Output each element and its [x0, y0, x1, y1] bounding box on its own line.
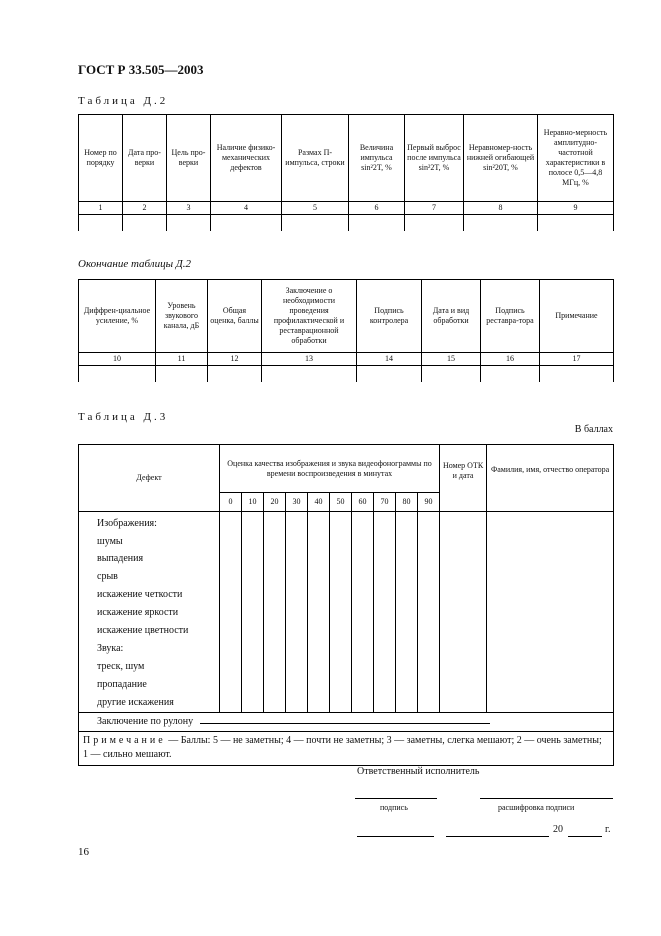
rating-cell: [308, 587, 330, 605]
defect-row: [79, 533, 614, 551]
minute-cell: 60: [352, 493, 374, 512]
defect-row: [79, 676, 614, 694]
defect-row: [79, 512, 614, 533]
defect-label: Изображения:: [79, 512, 220, 533]
rating-header: Оценка качества изображения и звука видеофонограммы по времени воспроизведения в минутах: [220, 445, 440, 493]
rating-cell: [330, 551, 352, 569]
minute-cell: 90: [418, 493, 440, 512]
rating-cell: [330, 587, 352, 605]
year-suffix: г.: [605, 824, 611, 835]
minute-cell: 0: [220, 493, 242, 512]
rating-cell: [242, 658, 264, 676]
rating-cell: [330, 569, 352, 587]
rating-cell: [330, 512, 352, 533]
rating-cell: [487, 512, 614, 533]
defect-header: Дефект: [79, 445, 220, 512]
rating-cell: [220, 512, 242, 533]
minute-cell: 20: [264, 493, 286, 512]
column-number: 9: [538, 202, 614, 215]
empty-cell: [357, 366, 422, 383]
rating-cell: [220, 640, 242, 658]
rating-cell: [286, 512, 308, 533]
rating-cell: [487, 569, 614, 587]
empty-cell: [211, 215, 282, 232]
rating-cell: [264, 533, 286, 551]
rating-cell: [418, 551, 440, 569]
rating-cell: [286, 640, 308, 658]
rating-cell: [286, 694, 308, 712]
rating-cell: [286, 658, 308, 676]
rating-cell: [330, 604, 352, 622]
rating-cell: [418, 604, 440, 622]
rating-cell: [308, 512, 330, 533]
rating-cell: [242, 694, 264, 712]
rating-cell: [487, 640, 614, 658]
rating-cell: [440, 694, 487, 712]
rating-cell: [286, 551, 308, 569]
rating-cell: [242, 533, 264, 551]
rating-cell: [440, 587, 487, 605]
rating-cell: [264, 587, 286, 605]
table-d3: [78, 444, 614, 766]
rating-cell: [264, 604, 286, 622]
rating-cell: [396, 587, 418, 605]
empty-cell: [156, 366, 208, 383]
rating-cell: [487, 694, 614, 712]
rating-cell: [352, 658, 374, 676]
empty-cell: [79, 366, 156, 383]
rating-cell: [220, 622, 242, 640]
empty-cell: [405, 215, 464, 232]
column-number: 1: [79, 202, 123, 215]
rating-cell: [374, 676, 396, 694]
rating-cell: [440, 622, 487, 640]
rating-cell: [264, 640, 286, 658]
rating-cell: [286, 622, 308, 640]
responsible-title: Ответственный исполнитель: [357, 766, 480, 777]
rating-cell: [242, 512, 264, 533]
header-cell: Подпись контролера: [357, 280, 422, 353]
defect-rows: [79, 512, 614, 713]
rating-cell: [220, 676, 242, 694]
rating-cell: [330, 640, 352, 658]
empty-cell: [208, 366, 262, 383]
rating-cell: [286, 604, 308, 622]
rating-cell: [242, 587, 264, 605]
signature-line: [355, 798, 437, 799]
decode-line: [480, 798, 613, 799]
conclusion-label: Заключение по рулону: [97, 715, 194, 727]
rating-cell: [242, 622, 264, 640]
rating-cell: [396, 676, 418, 694]
table-d2: [78, 114, 614, 231]
table-d3-caption: Таблица Д.3: [78, 411, 169, 423]
rating-cell: [440, 676, 487, 694]
rating-cell: [418, 694, 440, 712]
rating-cell: [308, 622, 330, 640]
rating-cell: [418, 622, 440, 640]
header-cell: Неравномер-ность нижней огибающей sin²20T, %: [464, 115, 538, 202]
column-number: 14: [357, 353, 422, 366]
rating-cell: [242, 551, 264, 569]
rating-cell: [308, 551, 330, 569]
rating-cell: [264, 694, 286, 712]
empty-cell: [540, 366, 614, 383]
rating-cell: [396, 512, 418, 533]
rating-cell: [264, 622, 286, 640]
empty-cell: [538, 215, 614, 232]
conclusion-row: [79, 712, 614, 731]
column-number: 17: [540, 353, 614, 366]
rating-cell: [352, 512, 374, 533]
empty-cell: [123, 215, 167, 232]
rating-cell: [374, 587, 396, 605]
rating-cell: [352, 587, 374, 605]
rating-cell: [242, 676, 264, 694]
rating-cell: [440, 658, 487, 676]
rating-cell: [440, 533, 487, 551]
rating-cell: [264, 551, 286, 569]
header-cell: Величина импульса sin²2T, %: [349, 115, 405, 202]
rating-cell: [374, 512, 396, 533]
rating-cell: [220, 587, 242, 605]
rating-cell: [418, 533, 440, 551]
rating-cell: [418, 569, 440, 587]
defect-row: [79, 658, 614, 676]
rating-cell: [487, 533, 614, 551]
rating-cell: [487, 587, 614, 605]
table-d2-end-caption: Окончание таблицы Д.2: [78, 258, 192, 270]
empty-cell: [422, 366, 481, 383]
column-number: 2: [123, 202, 167, 215]
rating-cell: [396, 622, 418, 640]
header-cell: Дата и вид обработки: [422, 280, 481, 353]
empty-cell: [167, 215, 211, 232]
header-cell: Примечание: [540, 280, 614, 353]
rating-cell: [352, 640, 374, 658]
defect-row: [79, 569, 614, 587]
defect-label: шумы: [79, 533, 220, 551]
column-number: 16: [481, 353, 540, 366]
defect-row: [79, 587, 614, 605]
table-d2-caption: Таблица Д.2: [78, 95, 169, 107]
units-label: В баллах: [574, 424, 613, 435]
rating-cell: [308, 676, 330, 694]
rating-cell: [440, 551, 487, 569]
defect-label: треск, шум: [79, 658, 220, 676]
rating-cell: [487, 622, 614, 640]
rating-cell: [264, 512, 286, 533]
column-number: 15: [422, 353, 481, 366]
rating-cell: [330, 622, 352, 640]
rating-cell: [374, 604, 396, 622]
defect-row: [79, 640, 614, 658]
defect-label: искажение яркости: [79, 604, 220, 622]
rating-cell: [352, 533, 374, 551]
header-cell: Подпись реставра-тора: [481, 280, 540, 353]
rating-cell: [487, 604, 614, 622]
rating-cell: [220, 658, 242, 676]
note-text: — Баллы: 5 — не заметны; 4 — почти не заметны; 3 — заметны, слегка мешают; 2 — очень заметны; 1 — сильно мешают.: [83, 734, 602, 760]
column-number: 7: [405, 202, 464, 215]
rating-cell: [374, 694, 396, 712]
header-cell: Заключение о необходимости проведения профилактической и реставрационной обработки: [262, 280, 357, 353]
signature-label: подпись: [380, 803, 408, 812]
rating-cell: [418, 658, 440, 676]
rating-cell: [352, 551, 374, 569]
rating-cell: [220, 551, 242, 569]
defect-row: [79, 622, 614, 640]
rating-cell: [286, 533, 308, 551]
rating-cell: [396, 640, 418, 658]
rating-cell: [352, 622, 374, 640]
note-label: Примечание: [83, 734, 166, 746]
empty-cell: [349, 215, 405, 232]
minute-cell: 10: [242, 493, 264, 512]
empty-cell: [79, 215, 123, 232]
rating-cell: [396, 569, 418, 587]
minute-cell: 30: [286, 493, 308, 512]
column-number: 12: [208, 353, 262, 366]
rating-cell: [352, 604, 374, 622]
header-cell: Первый выброс после импульса sin²2T, %: [405, 115, 464, 202]
header-cell: Цель про-верки: [167, 115, 211, 202]
header-cell: Уровень звукового канала, дБ: [156, 280, 208, 353]
rating-cell: [418, 512, 440, 533]
rating-cell: [264, 676, 286, 694]
column-number: 10: [79, 353, 156, 366]
document-header: ГОСТ Р 33.505—2003: [78, 62, 204, 77]
rating-cell: [418, 676, 440, 694]
defect-row: [79, 694, 614, 712]
otk-header: Номер ОТК и дата: [440, 445, 487, 512]
rating-cell: [220, 604, 242, 622]
minute-cell: 40: [308, 493, 330, 512]
rating-cell: [220, 694, 242, 712]
rating-cell: [352, 694, 374, 712]
rating-cell: [374, 551, 396, 569]
rating-cell: [374, 658, 396, 676]
rating-cell: [330, 533, 352, 551]
rating-cell: [308, 533, 330, 551]
defect-label: искажение цветности: [79, 622, 220, 640]
rating-cell: [374, 569, 396, 587]
header-cell: Общая оценка, баллы: [208, 280, 262, 353]
page-number: 16: [78, 846, 89, 858]
empty-cell: [282, 215, 349, 232]
rating-cell: [440, 640, 487, 658]
table-d2-end: [78, 279, 614, 382]
column-number: 13: [262, 353, 357, 366]
header-cell: Размах П-импульса, строки: [282, 115, 349, 202]
column-number: 8: [464, 202, 538, 215]
conclusion-line: [200, 723, 490, 724]
rating-cell: [487, 658, 614, 676]
rating-cell: [330, 658, 352, 676]
minute-cell: 50: [330, 493, 352, 512]
decode-label: расшифровка подписи: [498, 803, 575, 812]
rating-cell: [352, 676, 374, 694]
header-cell: Номер по порядку: [79, 115, 123, 202]
rating-cell: [242, 604, 264, 622]
rating-cell: [374, 622, 396, 640]
rating-cell: [440, 512, 487, 533]
defect-label: другие искажения: [79, 694, 220, 712]
rating-cell: [374, 533, 396, 551]
defect-label: срыв: [79, 569, 220, 587]
defect-row: [79, 604, 614, 622]
rating-cell: [264, 658, 286, 676]
rating-cell: [396, 533, 418, 551]
rating-cell: [418, 587, 440, 605]
rating-cell: [440, 604, 487, 622]
rating-cell: [220, 533, 242, 551]
defect-row: [79, 551, 614, 569]
rating-cell: [396, 694, 418, 712]
rating-cell: [286, 676, 308, 694]
minute-cell: 80: [396, 493, 418, 512]
column-number: 11: [156, 353, 208, 366]
header-cell: Неравно-мерность амплитудно-частотной характеристики в полосе 0,5—4,8 МГц, %: [538, 115, 614, 202]
rating-cell: [396, 658, 418, 676]
rating-cell: [242, 569, 264, 587]
column-number: 5: [282, 202, 349, 215]
rating-cell: [396, 551, 418, 569]
header-cell: Диффрен-циальное усиление, %: [79, 280, 156, 353]
rating-cell: [396, 604, 418, 622]
rating-cell: [308, 640, 330, 658]
defect-label: Звука:: [79, 640, 220, 658]
rating-cell: [220, 569, 242, 587]
note-row: [79, 731, 614, 765]
header-cell: Наличие физико-механических дефектов: [211, 115, 282, 202]
rating-cell: [487, 676, 614, 694]
empty-cell: [464, 215, 538, 232]
column-number: 6: [349, 202, 405, 215]
operator-header: Фамилия, имя, отчество оператора: [487, 445, 614, 512]
rating-cell: [308, 569, 330, 587]
rating-cell: [286, 587, 308, 605]
rating-cell: [308, 604, 330, 622]
rating-cell: [308, 694, 330, 712]
date-line: [357, 836, 434, 837]
defect-label: пропадание: [79, 676, 220, 694]
minute-cell: 70: [374, 493, 396, 512]
date-line: [446, 836, 549, 837]
rating-cell: [308, 658, 330, 676]
empty-cell: [481, 366, 540, 383]
rating-cell: [286, 569, 308, 587]
rating-cell: [330, 694, 352, 712]
rating-cell: [352, 569, 374, 587]
rating-cell: [440, 569, 487, 587]
year-prefix: 20: [553, 824, 563, 835]
rating-cell: [330, 676, 352, 694]
header-cell: Дата про-верки: [123, 115, 167, 202]
empty-cell: [262, 366, 357, 383]
rating-cell: [242, 640, 264, 658]
defect-label: выпадения: [79, 551, 220, 569]
year-line: [568, 836, 602, 837]
rating-cell: [487, 551, 614, 569]
rating-cell: [264, 569, 286, 587]
defect-label: искажение четкости: [79, 587, 220, 605]
rating-cell: [418, 640, 440, 658]
column-number: 4: [211, 202, 282, 215]
rating-cell: [374, 640, 396, 658]
column-number: 3: [167, 202, 211, 215]
